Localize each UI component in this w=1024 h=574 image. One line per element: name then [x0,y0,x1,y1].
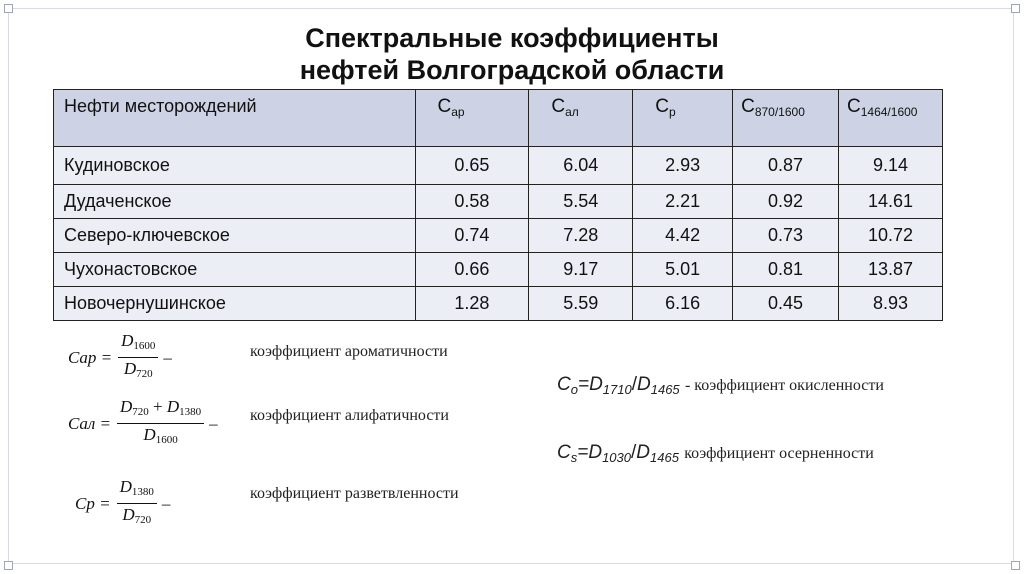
header-c-al-sub: ал [565,105,579,119]
formula-aromaticity-description: коэффициент ароматичности [250,343,448,360]
cell-c-r: 2.93 [633,147,733,185]
numerator-base: D [119,477,132,496]
fraction-denominator [119,504,154,531]
sulfurization-c: C [557,442,571,463]
corner-handle-top-right [1011,4,1020,13]
formula-sulfurization-description: коэффициент осерненности [684,445,874,462]
cell-c-870-1600: 0.73 [733,219,839,253]
formula-aliphaticity [68,396,218,451]
denominator-sub: 720 [136,368,153,380]
formula-aliphaticity-fraction [117,396,204,451]
cell-oilfield: Кудиновское [54,147,416,185]
sulfurization-c-sub: s [570,450,578,465]
header-c-r-base: C [655,96,669,117]
denominator-sub: 720 [134,514,152,526]
numerator-base-1: D [119,397,133,416]
title-line-2: нефтей Волгоградской области [299,55,725,85]
cell-oilfield: Новочернушинское [54,287,416,321]
cell-c-870-1600: 0.81 [733,253,839,287]
corner-handle-top-left [4,4,13,13]
header-c-1464-1600-sub: 1464/1600 [860,105,918,119]
header-c-870-1600 [733,90,839,147]
table-row [54,185,943,219]
cell-c-r: 6.16 [633,287,733,321]
fraction-denominator [121,358,156,385]
cell-c-1464-1600: 10.72 [839,219,943,253]
formula-aromaticity-lhs: Cap = [68,347,113,367]
numerator-sub-1: 720 [132,406,149,418]
table-row [54,253,943,287]
formula-aromaticity [68,330,172,385]
fraction-denominator [140,424,180,451]
oxidation-d2-sub: 1465 [650,382,680,397]
numerator-sub-2: 1380 [179,406,202,418]
table-row [54,219,943,253]
header-c-870-1600-sub: 870/1600 [754,105,805,119]
corner-handle-bottom-right [1011,561,1020,570]
numerator-sub: 1600 [133,340,156,352]
oxidation-slash: / [631,374,637,395]
oxidation-d2: D [637,374,651,395]
header-c-ar [415,90,529,147]
cell-c-ar: 0.58 [415,185,529,219]
cell-c-al: 5.54 [529,185,633,219]
formula-sulfurization [557,442,874,465]
header-c-1464-1600-base: C [847,96,861,117]
oxidation-c-sub: o [570,382,578,397]
cell-oilfield: Чухонастовское [54,253,416,287]
oxidation-d1-sub: 1710 [602,382,632,397]
header-c-r [633,90,733,147]
sulfurization-d2: D [636,442,650,463]
fraction-numerator [117,476,157,503]
numerator-base: D [121,331,134,350]
header-c-al [529,90,633,147]
cell-c-al: 9.17 [529,253,633,287]
formula-branching-fraction [117,476,157,531]
header-c-1464-1600 [839,90,943,147]
formula-aromaticity-fraction [118,330,158,385]
cell-c-r: 2.21 [633,185,733,219]
header-c-r-sub: р [668,105,676,119]
numerator-plus: + [148,397,167,416]
corner-handle-bottom-left [4,561,13,570]
cell-c-870-1600: 0.92 [733,185,839,219]
sulfurization-eq: =D [577,442,603,463]
cell-c-r: 5.01 [633,253,733,287]
title-line-1: Спектральные коэффициенты [305,23,719,53]
fraction-numerator [118,330,158,357]
sulfurization-d1-sub: 1030 [602,450,631,465]
numerator-sub: 1380 [131,486,154,498]
cell-c-al: 7.28 [529,219,633,253]
denominator-base: D [122,505,135,524]
formula-oxidation [557,374,884,397]
cell-c-1464-1600: 9.14 [839,147,943,185]
cell-c-1464-1600: 13.87 [839,253,943,287]
cell-c-870-1600: 0.87 [733,147,839,185]
header-c-870-1600-base: C [741,96,755,117]
cell-oilfield: Дудаченское [54,185,416,219]
formula-dash: – [163,347,172,367]
denominator-base: D [123,359,137,378]
header-oilfield [54,90,416,147]
header-oilfield-label: Нефти месторождений [64,96,257,116]
table-row [54,147,943,185]
formula-branching [75,476,170,531]
oxidation-c: C [557,374,571,395]
header-c-al-base: C [551,96,566,117]
slide-title [0,22,1024,86]
cell-c-1464-1600: 14.61 [839,185,943,219]
formula-dash: – [209,413,218,433]
denominator-base: D [143,425,156,444]
formula-aliphaticity-description: коэффициент алифатичности [250,407,449,424]
table-header-row [54,90,943,147]
denominator-sub: 1600 [155,434,178,446]
formula-branching-description: коэффициент разветвленности [250,485,459,502]
cell-c-870-1600: 0.45 [733,287,839,321]
cell-c-ar: 0.74 [415,219,529,253]
formula-dash: – [161,493,171,513]
numerator-base-2: D [166,397,180,416]
fraction-numerator [117,396,204,423]
cell-c-r: 4.42 [633,219,733,253]
cell-c-ar: 1.28 [415,287,529,321]
header-c-ar-base: C [437,96,452,117]
formula-branching-lhs: Cp = [75,493,111,513]
cell-c-ar: 0.65 [415,147,529,185]
coefficients-table [53,89,943,321]
table-row [54,287,943,321]
formula-oxidation-description: - коэффициент окисленности [684,377,884,394]
sulfurization-d2-sub: 1465 [650,450,679,465]
cell-c-al: 6.04 [529,147,633,185]
cell-c-ar: 0.66 [415,253,529,287]
header-c-ar-sub: ар [451,105,465,119]
oxidation-eq: =D [577,374,603,395]
cell-c-1464-1600: 8.93 [839,287,943,321]
cell-c-al: 5.59 [529,287,633,321]
sulfurization-slash: / [630,442,637,463]
cell-oilfield: Северо-ключевское [54,219,416,253]
formula-aliphaticity-lhs: Cал = [68,413,111,433]
